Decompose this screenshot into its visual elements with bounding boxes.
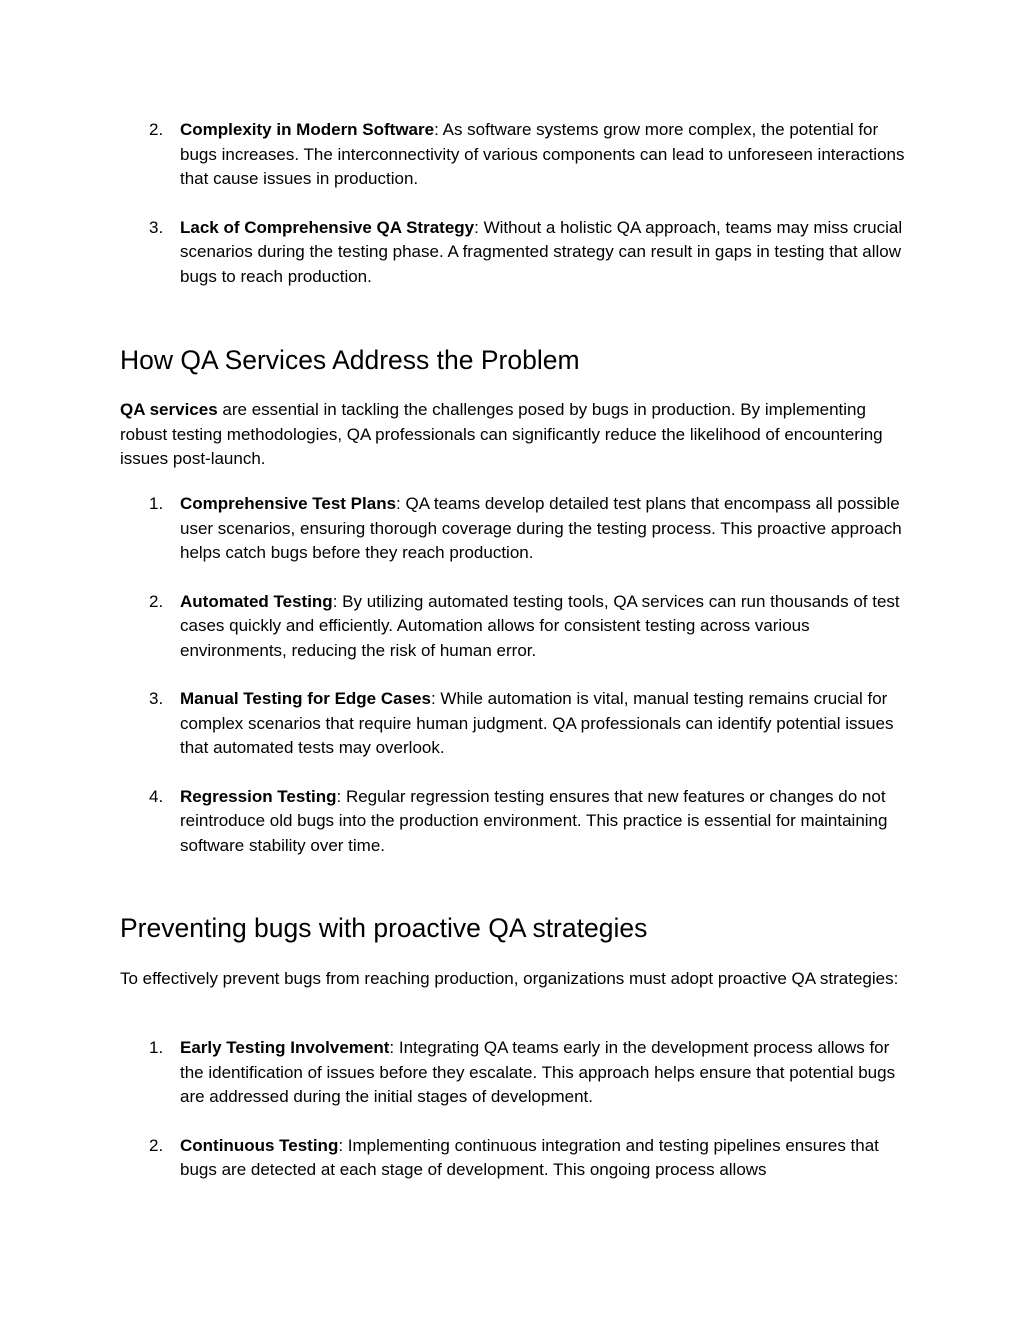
proactive-list [120,1036,910,1183]
list-term: Regression Testing [180,786,337,806]
list-term: Manual Testing for Edge Cases [180,689,431,708]
intro-paragraph [120,398,910,472]
list-text: : As software systems grow more complex, the potential for bugs increases. The interconnectivity of various components can lead to unforeseen interactions that cause issues in production. [180,120,905,188]
list-item [120,590,910,664]
list-item [120,216,910,290]
list-number: 1. [149,1038,164,1057]
list-text: : Regular regression testing ensures that new features or changes do not reintroduce old bugs into the production environment. This practice is essential for maintaining software stability over time. [180,786,888,855]
section-heading: Preventing bugs with proactive QA strategies [120,913,648,943]
list-term: Comprehensive Test Plans [180,494,397,513]
list-item [120,785,910,859]
intro-paragraph: To effectively prevent bugs from reaching production, organizations must adopt proactive QA strategies: [120,969,899,988]
list-number: 3. [149,689,164,708]
list-number: 2. [149,120,164,139]
list-number: 1. [149,494,164,513]
list-term: Continuous Testing [180,1135,339,1155]
list-item [120,1134,910,1183]
list-term: Automated Testing [180,591,333,611]
section-intro [120,967,910,992]
section-intro [120,398,910,472]
list-number: 4. [149,786,164,806]
list-item [120,118,910,192]
list-item [120,687,910,761]
list-number: 2. [149,591,164,611]
list-continuation [120,118,910,289]
list-text: : QA teams develop detailed test plans that encompass all possible user scenarios, ensuring thorough coverage during the testing process. This proactive approach helps catch bugs before they reach production. [180,494,902,562]
list-number: 3. [149,217,164,237]
list-number: 2. [149,1135,164,1155]
list-term: Early Testing Involvement [180,1038,390,1057]
list-text: : Integrating QA teams early in the development process allows for the identification of issues before they escalate. This approach helps ensure that potential bugs are addressed during the initial stages of development. [180,1038,896,1106]
list-item [120,492,910,566]
section-heading: How QA Services Address the Problem [120,345,580,375]
list-item [120,1036,910,1110]
intro-text: are essential in tackling the challenges posed by bugs in production. By implementing robust testing methodologies, QA professionals can significantly reduce the likelihood of encountering issues post-launch. [120,400,883,468]
section-proactive-strategies [120,912,910,944]
list-term: Complexity in Modern Software [180,120,435,139]
intro-term: QA services [120,400,218,419]
list-text: : Without a holistic QA approach, teams may miss crucial scenarios during the testing phase. A fragmented strategy can result in gaps in testing that allow bugs to reach production. [180,217,903,286]
section-qa-services [120,344,910,376]
list-text: : By utilizing automated testing tools, QA services can run thousands of test cases quickly and efficiently. Automation allows for consistent testing across various environments, reducing the risk of human error. [180,591,900,660]
list-text: : Implementing continuous integration and testing pipelines ensures that bugs are detected at each stage of development. This ongoing process allows [180,1135,879,1179]
qa-services-list [120,492,910,858]
list-term: Lack of Comprehensive QA Strategy [180,217,475,237]
list-text: : While automation is vital, manual testing remains crucial for complex scenarios that require human judgment. QA professionals can identify potential issues that automated tests may overlook. [180,689,894,757]
